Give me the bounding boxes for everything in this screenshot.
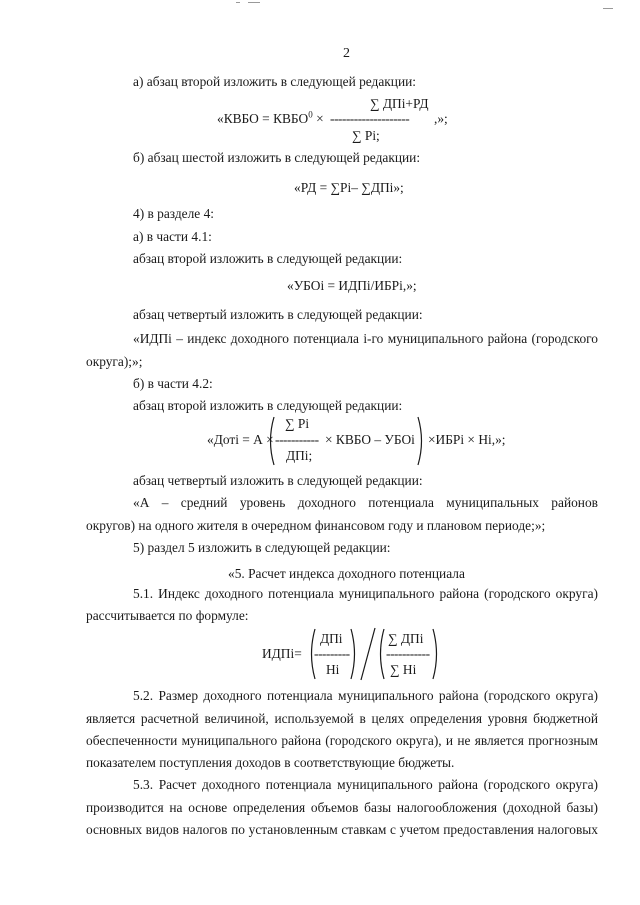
text-line: б) абзац шестой изложить в следующей редакции: (133, 150, 421, 165)
formula-ubo: «УБОi = ИДПi/ИБРi,»; (287, 278, 417, 293)
text-line: основных видов налогов по установленным ставкам с учетом предоставления налоговых (86, 822, 598, 837)
scan-mark (248, 2, 260, 3)
formula-idp-left: ИДПi= (262, 646, 302, 661)
formula-idp-den2: ∑ Hi (390, 662, 417, 677)
formula-kvbo-numerator: ∑ ДПi+РД (370, 96, 429, 111)
text-line: абзац второй изложить в следующей редакции: (133, 251, 403, 266)
formula-idp-dashes1: --------- (314, 646, 350, 661)
formula-idp-paren-2-left (376, 628, 386, 680)
formula-idp-num1: ДПi (320, 631, 343, 646)
formula-dot-right-paren (416, 416, 426, 466)
text-line: округов) на одного жителя в очередном финансовом году и плановом периоде;»; (86, 518, 546, 533)
formula-idp-dashes2: ----------- (386, 646, 430, 661)
formula-kvbo: «КВБО = $КВБО^0$ × (217, 109, 324, 126)
formula-kvbo-dashes: -------------------- (330, 111, 410, 126)
formula-dot-denominator: ДПi; (286, 448, 313, 463)
section-heading: «5. Расчет индекса доходного потенциала (228, 566, 465, 581)
text-line: производится на основе определения объемов базы налогообложения (доходной базы) (86, 800, 598, 815)
text-line: является расчетной величиной, используемой в целях определения уровня бюджетной (86, 711, 598, 726)
text-line: рассчитывается по формуле: (86, 608, 249, 623)
formula-idp-num2: ∑ ДПi (388, 631, 424, 646)
text-line: округа);»; (86, 354, 143, 369)
text-line: «А – средний уровень доходного потенциала муниципальных районов (133, 495, 598, 510)
formula-dot-right: ×ИБРi × Hi,»; (428, 432, 506, 447)
scan-mark (236, 2, 240, 3)
formula-dot-left: «Дотi = А × (207, 432, 274, 447)
text-line: 5.3. Расчет доходного потенциала муниципального района (городского округа) (133, 777, 598, 792)
formula-kvbo-denominator: ∑ Pi; (352, 128, 380, 143)
text-line: показателем поступления доходов в соответствующие бюджеты. (86, 755, 455, 770)
text-line: а) абзац второй изложить в следующей редакции: (133, 74, 417, 89)
text-line: 5) раздел 5 изложить в следующей редакции: (133, 540, 391, 555)
formula-dot-mid: × КВБО – УБОi (325, 432, 415, 447)
text-line: а) в части 4.1: (133, 229, 212, 244)
formula-rd: «РД = ∑Pi– ∑ДПi»; (294, 180, 404, 195)
formula-kvbo-end: ,»; (434, 111, 448, 126)
text-line: 5.1. Индекс доходного потенциала муниципального района (городского округа) (133, 586, 598, 601)
text-line: «ИДПi – индекс доходного потенциала i-го муниципального района (городского (133, 331, 598, 346)
page-number: 2 (343, 46, 350, 61)
text-line: абзац четвертый изложить в следующей редакции: (133, 473, 423, 488)
text-line: 5.2. Размер доходного потенциала муниципального района (городского округа) (133, 688, 598, 703)
formula-dot-numerator: ∑ Pi (285, 416, 310, 431)
formula-dot-dashes: ----------- (275, 432, 319, 447)
text-line: абзац второй изложить в следующей редакции: (133, 398, 403, 413)
formula-idp-den1: Hi (326, 662, 340, 677)
text-line: обеспеченности муниципального района (городского округа), и не является прогнозным (86, 733, 598, 748)
formula-idp-slash (358, 626, 378, 682)
text-line: 4) в разделе 4: (133, 206, 215, 221)
scan-mark (603, 8, 613, 9)
text-line: б) в части 4.2: (133, 376, 213, 391)
formula-idp-paren-2-right (431, 628, 441, 680)
text-line: абзац четвертый изложить в следующей редакции: (133, 307, 423, 322)
